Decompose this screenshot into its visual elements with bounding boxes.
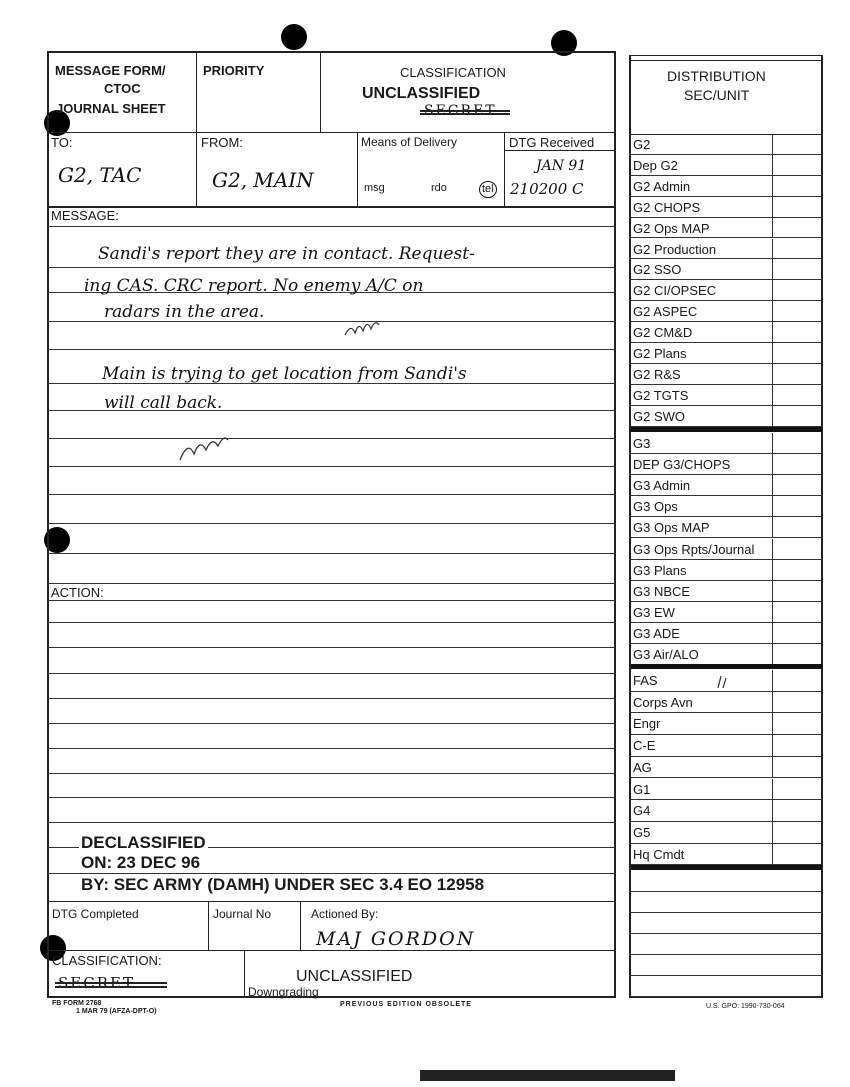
journal-no-label: Journal No (213, 907, 272, 921)
distribution-row (631, 134, 822, 155)
distribution-empty-row (631, 976, 822, 997)
to-label: TO: (51, 135, 73, 150)
distribution-row (631, 385, 822, 406)
form-title-line3: JOURNAL SHEET (56, 101, 166, 116)
actioned-by-value: MAJ GORDON (316, 928, 476, 950)
distribution-row-label: G2 CI/OPSEC (633, 283, 717, 299)
distribution-row (631, 406, 822, 427)
distribution-row-label: G3 Ops Rpts/Journal (633, 541, 755, 557)
message-label: MESSAGE: (51, 208, 119, 223)
distribution-row-label: G1 (633, 781, 651, 797)
distribution-row-label: G3 Admin (633, 478, 691, 494)
distribution-row (631, 822, 822, 844)
distribution-row-label: C-E (633, 738, 656, 754)
from-label: FROM: (201, 135, 243, 150)
distribution-empty-row (631, 871, 822, 892)
dtg-received-date: JAN 91 (536, 158, 587, 174)
bottom-classification-new: UNCLASSIFIED (296, 968, 413, 985)
distribution-row-label: G3 Ops (633, 499, 678, 515)
distribution-title-line2: SEC/UNIT (684, 87, 750, 103)
distribution-row-label: G2 CHOPS (633, 199, 701, 215)
distribution-row-label: G2 SSO (633, 262, 682, 278)
to-value: G2, TAC (58, 163, 142, 187)
distribution-row (631, 670, 822, 692)
distribution-row-label: G3 Air/ALO (633, 647, 699, 662)
distribution-row (631, 218, 822, 239)
declassified-title: DECLASSIFIED (81, 833, 206, 852)
actioned-by-label: Actioned By: (311, 907, 379, 921)
distribution-empty-row (631, 934, 822, 955)
distribution-row (631, 757, 822, 779)
distribution-row (631, 364, 822, 385)
distribution-row (631, 735, 822, 757)
distribution-row (631, 623, 822, 644)
distribution-row-label: G3 ADE (633, 625, 680, 641)
form-title-line1: MESSAGE FORM/ (55, 63, 166, 78)
distribution-row (631, 433, 822, 454)
distribution-row (631, 517, 822, 538)
message-line-2: ing CAS. CRC report. No enemy A/C on (84, 276, 424, 296)
dtg-completed-label: DTG Completed (52, 907, 139, 921)
from-value: G2, MAIN (212, 168, 314, 192)
distribution-row (631, 713, 822, 735)
distribution-row-label: DEP G3/CHOPS (633, 457, 731, 473)
distribution-row (631, 239, 822, 260)
distribution-row (631, 779, 822, 801)
dtg-received-value: 210200 C (510, 180, 584, 198)
distribution-row (631, 539, 822, 560)
distribution-row-label: G2 SWO (633, 408, 686, 424)
priority-label: PRIORITY (203, 63, 265, 78)
footer-gpo: U.S. GPO: 1990-730-064 (706, 1003, 785, 1010)
distribution-row-label: G2 Admin (633, 178, 691, 194)
means-rdo: rdo (431, 182, 447, 194)
section-divider (631, 427, 822, 432)
distribution-row (631, 301, 822, 322)
distribution-row (631, 322, 822, 343)
distribution-row (631, 692, 822, 714)
distribution-row-label: Hq Cmdt (633, 846, 685, 862)
distribution-row (631, 259, 822, 280)
footer-form-date: 1 MAR 79 (AFZA-DPT-O) (76, 1008, 157, 1015)
distribution-row (631, 454, 822, 475)
distribution-row-label: G2 Production (633, 241, 717, 257)
bottom-classification-label: CLASSIFICATION: (52, 953, 162, 968)
footer-form-number: FB FORM 2768 (52, 1000, 102, 1007)
distribution-row-label: G5 (633, 824, 651, 840)
distribution-row (631, 155, 822, 176)
distribution-row-label: G4 (633, 803, 651, 819)
distribution-row (631, 280, 822, 301)
distribution-row (631, 343, 822, 364)
distribution-row-label: G2 ASPEC (633, 304, 698, 320)
classification-new: UNCLASSIFIED (362, 85, 481, 102)
distribution-row (631, 496, 822, 517)
dtg-received-label: DTG Received (509, 135, 595, 150)
distribution-row-label: G2 TGTS (633, 387, 689, 403)
footer-edition: PREVIOUS EDITION OBSOLETE (340, 1001, 472, 1008)
distribution-row-label: G3 EW (633, 604, 675, 620)
message-line-3: radars in the area. (104, 302, 265, 322)
distribution-row (631, 844, 822, 866)
distribution-empty-row (631, 913, 822, 934)
section-divider (631, 865, 822, 870)
distribution-row (631, 602, 822, 623)
means-msg: msg (364, 182, 385, 194)
distribution-row (631, 581, 822, 602)
distribution-row (631, 644, 822, 665)
distribution-empty-row (631, 955, 822, 976)
distribution-row-label: G2 Plans (633, 346, 687, 361)
distribution-row-label: Corps Avn (633, 694, 693, 710)
means-tel-circled: tel (479, 181, 497, 198)
distribution-row-label: AG (633, 759, 652, 775)
distribution-row-label: Dep G2 (633, 157, 678, 173)
distribution-row (631, 560, 822, 581)
distribution-row-label: G3 NBCE (633, 583, 691, 599)
distribution-row (631, 475, 822, 496)
distribution-row (631, 197, 822, 218)
distribution-row-label: G3 Ops MAP (633, 520, 710, 536)
distribution-row-label: G2 (633, 137, 651, 152)
means-of-delivery-label: Means of Delivery (361, 135, 458, 149)
distribution-row-label: FAS (633, 673, 658, 688)
action-label: ACTION: (51, 585, 104, 600)
distribution-row (631, 800, 822, 822)
section-divider (631, 664, 822, 669)
form-title-line2: CTOC (104, 81, 141, 96)
distribution-empty-row (631, 892, 822, 913)
declassified-by: BY: SEC ARMY (DAMH) UNDER SEC 3.4 EO 12958 (81, 875, 485, 894)
distribution-row-label: G2 Ops MAP (633, 220, 710, 236)
declassified-on: ON: 23 DEC 96 (81, 853, 201, 872)
distribution-row-label: G2 R&S (633, 366, 681, 382)
distribution-row-label: Engr (633, 716, 661, 732)
classification-label: CLASSIFICATION (400, 65, 506, 80)
distribution-row (631, 176, 822, 197)
distribution-row-label: G3 Plans (633, 562, 687, 578)
message-line-1: Sandi's report they are in contact. Request- (98, 244, 475, 264)
message-line-5: Main is trying to get location from Sandi's (102, 364, 467, 384)
distribution-row-label: G3 (633, 436, 651, 451)
distribution-row-label: G2 CM&D (633, 325, 693, 341)
message-line-6: will call back. (104, 393, 223, 413)
distribution-title-line1: DISTRIBUTION (667, 68, 766, 84)
downgrading-label: Downgrading (248, 985, 319, 999)
